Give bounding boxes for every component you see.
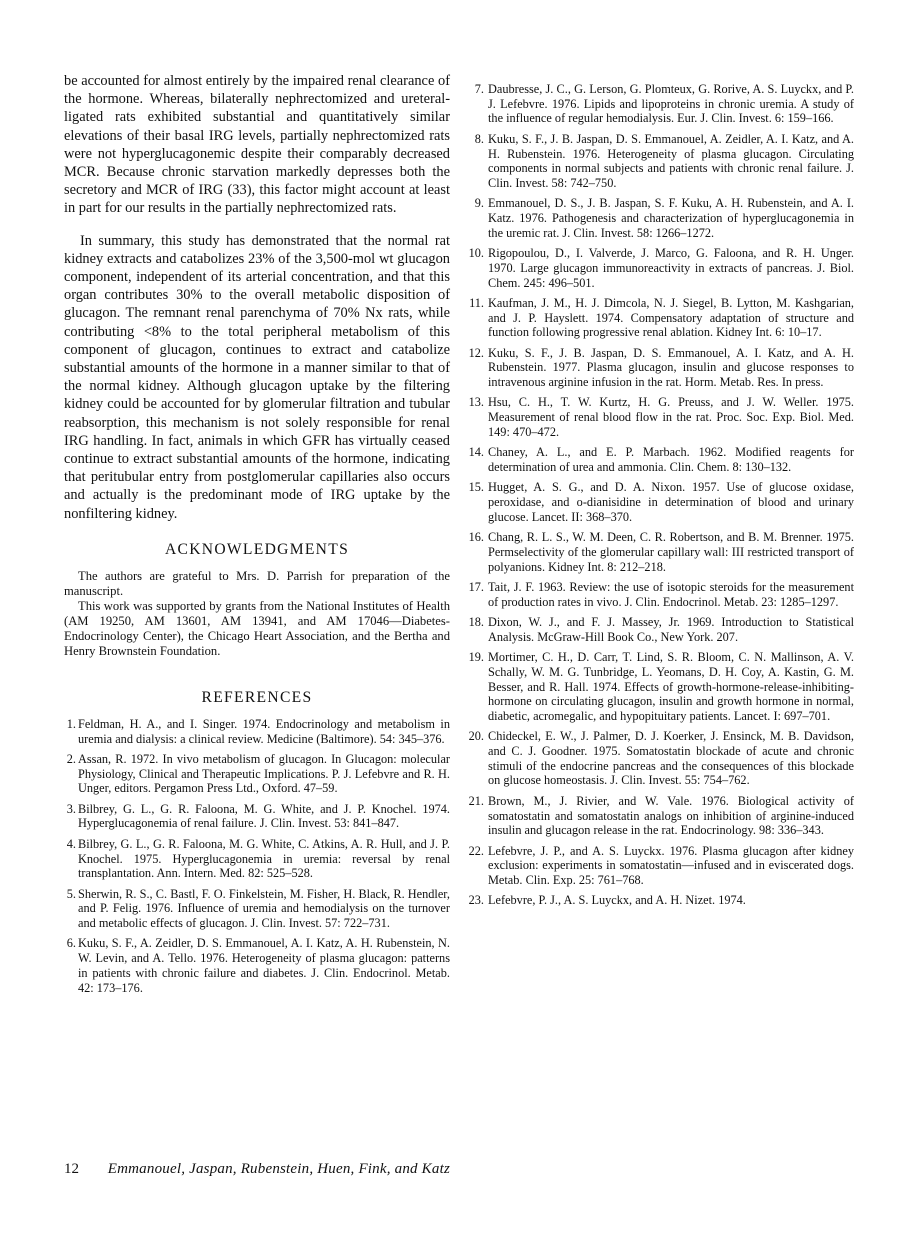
- reference-item: 22. Lefebvre, J. P., and A. S. Luyckx. 1976. Plasma glucagon after kidney exclusion: experiments in somatostatin—infused and in eviscerated dogs. Metab. Clin. Exp. 25: 761–768.: [468, 843, 854, 888]
- right-column: [468, 82, 854, 914]
- page-footer: [64, 1161, 864, 1178]
- reference-item: 18. Dixon, W. J., and F. J. Massey, Jr. 1969. Introduction to Statistical Analysis. McGraw-Hill Book Co., New York. 207.: [468, 615, 854, 644]
- reference-item: 23. Lefebvre, P. J., A. S. Luyckx, and A. H. Nizet. 1974.: [468, 893, 746, 908]
- acknowledgments-text-1: The authors are grateful to Mrs. D. Parrish for preparation of the manuscript.: [64, 568, 450, 598]
- reference-item: 15. Hugget, A. S. G., and D. A. Nixon. 1957. Use of glucose oxidase, peroxidase, and o-dianisidine in determination of blood and urinary glucose. Lancet. II: 368–370.: [468, 480, 854, 524]
- reference-item: 6. Kuku, S. F., A. Zeidler, D. S. Emmanouel, A. I. Katz, A. H. Rubenstein, N. W. Levin, and A. Tello. 1976. Heterogeneity of plasma glucagon: patterns in patients with chronic failure and diabetes. J. Clin. Endocrinol. Metab. 42: 173–176.: [66, 936, 450, 995]
- reference-item: 11. Kaufman, J. M., H. J. Dimcola, N. J. Siegel, B. Lytton, M. Kashgarian, and J. P. Hayslett. 1974. Compensatory adaptation of structure and function following progressive renal ablation. Kidney Int. 6: 10–17.: [469, 295, 854, 340]
- reference-item: 10. Rigopoulou, D., I. Valverde, J. Marco, G. Faloona, and R. H. Unger. 1970. Large glucagon immunoreactivity in extracts of pancreas. J. Biol. Chem. 245: 496–501.: [468, 246, 854, 290]
- page-number: 12: [64, 1161, 79, 1177]
- reference-item: 2. Assan, R. 1972. In vivo metabolism of glucagon. In Glucagon: molecular Physiology, Clinical and Therapeutic Implications. P. J. Lefebvre and R. H. Unger, editors. Pergamon Press Ltd., Oxford. 47–59.: [66, 751, 450, 796]
- reference-item: 21. Brown, M., J. Rivier, and W. Vale. 1976. Biological activity of somatostatin and somatostatin analogs on inhibition of arginine-induced insulin and glucagon release in the rat. Endocrinology. 98: 336–343.: [468, 793, 854, 838]
- left-column: [64, 72, 450, 1001]
- body-paragraph-1: be accounted for almost entirely by the impaired renal clearance of the hormone. Whereas, bilaterally nephrectomized and ureteral-ligated rats exhibited substantial and quantitatively similar elevations of their basal IRG levels, partially nephrectomized rats were not hyperglucagonemic despite their comparably decreased MCR. Because chronic starvation markedly depresses both the secretory and MCR of IRG (33), this factor might account at least in part for our results in the partially nephrectomized rats.: [64, 73, 450, 217]
- reference-item: 4. Bilbrey, G. L., G. R. Faloona, M. G. White, C. Atkins, A. R. Hull, and J. P. Knochel. 1975. Hyperglucagonemia in uremia: reversal by renal transplantation. Ann. Intern. Med. 82: 525–528.: [66, 836, 450, 881]
- reference-item: 20. Chideckel, E. W., J. Palmer, D. J. Koerker, J. Ensinck, M. B. Davidson, and C. J. Goodner. 1975. Somatostatin blockade of acute and chronic stimuli of the endocrine pancreas and the consequences of this blockade on glucose homeostasis. J. Clin. Invest. 55: 754–762.: [468, 729, 854, 788]
- reference-item: 17. Tait, J. F. 1963. Review: the use of isotopic steroids for the measurement of production rates in vivo. J. Clin. Endocrinol. Metab. 23: 1285–1297.: [468, 579, 854, 609]
- reference-item: 8. Kuku, S. F., J. B. Jaspan, D. S. Emmanouel, A. Zeidler, A. I. Katz, and A. H. Rubenstein. 1976. Heterogeneity of plasma glucagon. Circulating components in normal subjects and patients with chronic renal failure. J. Clin. Invest. 58: 742–750.: [474, 131, 854, 190]
- reference-item: 16. Chang, R. L. S., W. M. Deen, C. R. Robertson, and B. M. Brenner. 1975. Permselectivity of the glomerular capillary wall: III restricted transport of polyanions. Kidney Int. 8: 212–218.: [468, 530, 854, 574]
- reference-list-left: [64, 717, 450, 995]
- acknowledgments-heading: ACKNOWLEDGMENTS: [164, 540, 350, 558]
- body-paragraph-2: In summary, this study has demonstrated that the normal rat kidney extracts and catabolizes 23% of the 3,500-mol wt glucagon component, independent of its arterial concentration, and that this organ contributes 30% to the overall metabolic disposition of glucagon. The remnant renal parenchyma of 70% Nx rats, while contributing <8% to the total peripheral metabolism of this component of glucagon, continues to extract and catabolize substantial amounts of the hormone in a manner similar to that of the normal kidney. Although glucagon uptake by the filtering kidney could be accounted for by glomerular filtration and tubular reabsorption, this mechanism is not solely responsible for renal IRG handling. In fact, animals in which GFR has virtually ceased continue to extract substantial amounts of the hormone, indicating that peritubular entry from postglomerular capillaries also occurs and actually is the predominant mode of IRG uptake by the nonfiltering kidney.: [64, 232, 450, 522]
- references-heading: REFERENCES: [201, 688, 313, 706]
- reference-list-right: [468, 82, 854, 908]
- reference-item: 13. Hsu, C. H., T. W. Kurtz, H. G. Preuss, and J. W. Weller. 1975. Measurement of renal blood flow in the rat. Proc. Soc. Exp. Biol. Med. 149: 470–472.: [468, 395, 854, 439]
- acknowledgments-text-2: This work was supported by grants from the National Institutes of Health (AM 19250, AM 13601, AM 13941, and AM 17046—Diabetes-Endocrinology Center), the Chicago Heart Association, and the Bertha and Henry Brownstein Foundation.: [64, 598, 450, 658]
- running-authors: Emmanouel, Jaspan, Rubenstein, Huen, Fink, and Katz: [107, 1161, 450, 1177]
- reference-item: 14. Chaney, A. L., and E. P. Marbach. 1962. Modified reagents for determination of urea and ammonia. Clin. Chem. 8: 130–132.: [468, 445, 854, 474]
- reference-item: 7. Daubresse, J. C., G. Lerson, G. Plomteux, G. Rorive, A. S. Luyckx, and P. J. Lefebvre. 1976. Lipids and lipoproteins in chronic uremia. A study of the influence of regular hemodialysis. Eur. J. Clin. Invest. 6: 159–166.: [474, 82, 854, 126]
- reference-item: 19. Mortimer, C. H., D. Carr, T. Lind, S. R. Bloom, C. N. Mallinson, A. V. Schally, W. M. G. Tunbridge, L. Yeomans, D. H. Coy, A. Kastin, G. M. Besser, and R. Hall. 1974. Effects of growth-hormone-release-inhibiting-hormone on circulating glucagon, insulin and growth hormone in normal, diabetic, acromegalic, and hypopituitary patients. Lancet. I: 697–701.: [468, 650, 854, 723]
- reference-item: 1. Feldman, H. A., and I. Singer. 1974. Endocrinology and metabolism in uremia and dialysis: a clinical review. Medicine (Baltimore). 54: 345–376.: [66, 716, 450, 746]
- reference-item: 9. Emmanouel, D. S., J. B. Jaspan, S. F. Kuku, A. H. Rubenstein, and A. I. Katz. 1976. Pathogenesis and characterization of hyperglucagonemia in the uremic rat. J. Clin. Invest. 58: 1266–1272.: [474, 196, 854, 240]
- reference-item: 12. Kuku, S. F., J. B. Jaspan, D. S. Emmanouel, A. I. Katz, and A. H. Rubenstein. 1977. Plasma glucagon, insulin and glucose responses to intravenous arginine infusion in the rat. Horm. Metab. Res. In press.: [468, 345, 854, 390]
- reference-item: 5. Sherwin, R. S., C. Bastl, F. O. Finkelstein, M. Fisher, H. Black, R. Hendler, and P. Felig. 1976. Influence of uremia and hemodialysis on the turnover and metabolic effects of glucagon. J. Clin. Invest. 57: 722–731.: [66, 886, 450, 931]
- reference-item: 3. Bilbrey, G. L., G. R. Faloona, M. G. White, and J. P. Knochel. 1974. Hyperglucagonemia of renal failure. J. Clin. Invest. 53: 841–847.: [66, 801, 450, 831]
